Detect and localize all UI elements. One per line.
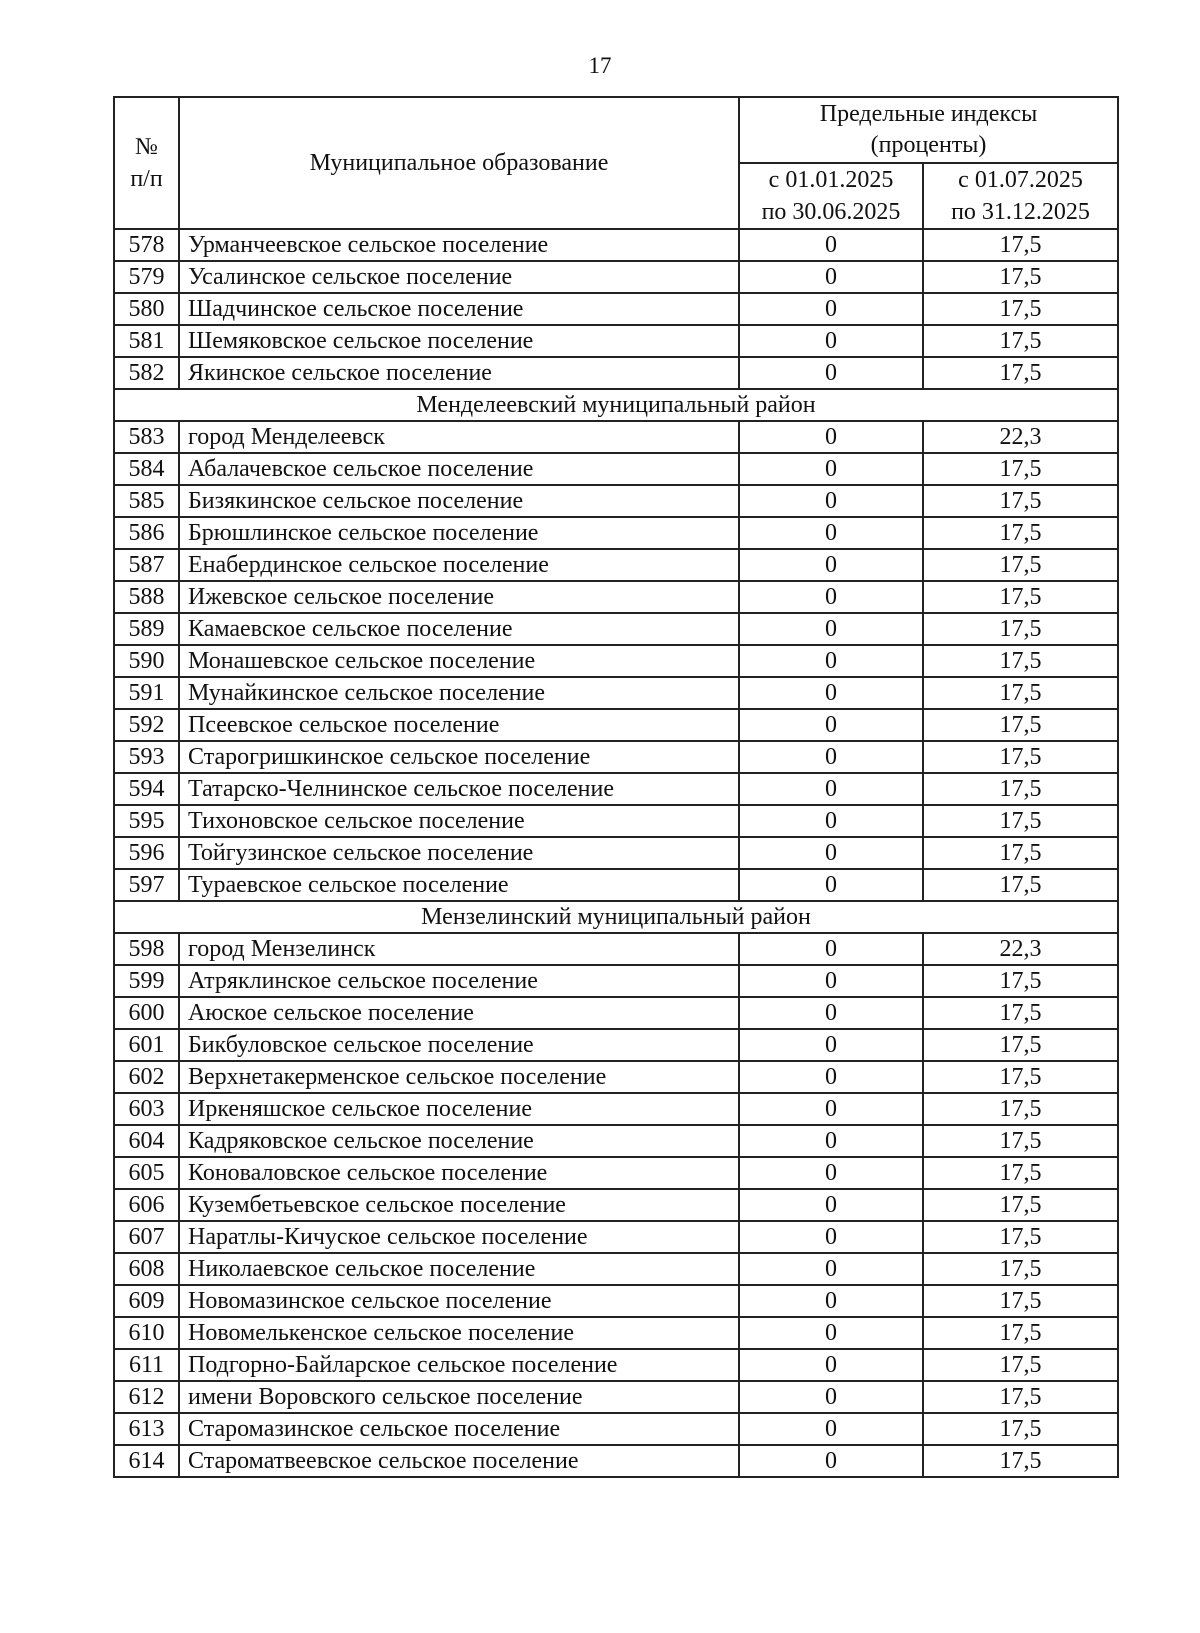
municipality-name: Якинское сельское поселение bbox=[179, 357, 739, 389]
index-period-2: 17,5 bbox=[923, 1381, 1118, 1413]
index-period-1: 0 bbox=[739, 677, 923, 709]
index-period-2: 17,5 bbox=[923, 613, 1118, 645]
table-row bbox=[114, 421, 1118, 453]
row-number: 584 bbox=[114, 453, 179, 485]
index-period-1: 0 bbox=[739, 549, 923, 581]
row-number: 581 bbox=[114, 325, 179, 357]
municipality-name: Новомелькенское сельское поселение bbox=[179, 1317, 739, 1349]
section-header-row bbox=[114, 389, 1118, 421]
index-period-1: 0 bbox=[739, 997, 923, 1029]
table-row bbox=[114, 1221, 1118, 1253]
index-period-2: 17,5 bbox=[923, 1413, 1118, 1445]
index-period-2: 17,5 bbox=[923, 741, 1118, 773]
index-period-2: 22,3 bbox=[923, 933, 1118, 965]
index-period-2: 17,5 bbox=[923, 1445, 1118, 1477]
section-header-row bbox=[114, 901, 1118, 933]
row-number: 613 bbox=[114, 1413, 179, 1445]
index-period-2: 17,5 bbox=[923, 1157, 1118, 1189]
municipality-name: Новомазинское сельское поселение bbox=[179, 1285, 739, 1317]
table-row bbox=[114, 1381, 1118, 1413]
index-period-1: 0 bbox=[739, 1253, 923, 1285]
row-number: 600 bbox=[114, 997, 179, 1029]
row-number: 596 bbox=[114, 837, 179, 869]
index-period-1: 0 bbox=[739, 1285, 923, 1317]
row-number: 606 bbox=[114, 1189, 179, 1221]
municipality-name: Иркеняшское сельское поселение bbox=[179, 1093, 739, 1125]
index-period-1: 0 bbox=[739, 1349, 923, 1381]
index-period-1: 0 bbox=[739, 933, 923, 965]
header-municipality-column bbox=[179, 97, 739, 229]
index-period-1: 0 bbox=[739, 1189, 923, 1221]
index-period-2: 17,5 bbox=[923, 1349, 1118, 1381]
table-row bbox=[114, 1093, 1118, 1125]
row-number: 608 bbox=[114, 1253, 179, 1285]
table-row bbox=[114, 517, 1118, 549]
table-row bbox=[114, 293, 1118, 325]
table-row bbox=[114, 581, 1118, 613]
table-row bbox=[114, 933, 1118, 965]
row-number: 599 bbox=[114, 965, 179, 997]
municipality-name: город Менделеевск bbox=[179, 421, 739, 453]
municipality-name: Усалинское сельское поселение bbox=[179, 261, 739, 293]
header-municipality-label: Муниципальное образование bbox=[309, 150, 609, 176]
header-period-2-label: с 01.07.2025 по 31.12.2025 bbox=[951, 167, 1090, 225]
row-number: 578 bbox=[114, 229, 179, 261]
municipality-name: Брюшлинское сельское поселение bbox=[179, 517, 739, 549]
municipality-name: Шадчинское сельское поселение bbox=[179, 293, 739, 325]
municipality-name: Бизякинское сельское поселение bbox=[179, 485, 739, 517]
index-period-2: 17,5 bbox=[923, 1061, 1118, 1093]
table-row bbox=[114, 613, 1118, 645]
index-period-1: 0 bbox=[739, 453, 923, 485]
index-period-2: 17,5 bbox=[923, 453, 1118, 485]
row-number: 583 bbox=[114, 421, 179, 453]
table-row bbox=[114, 837, 1118, 869]
section-title: Мензелинский муниципальный район bbox=[114, 901, 1118, 933]
index-period-2: 17,5 bbox=[923, 1253, 1118, 1285]
table-row bbox=[114, 1253, 1118, 1285]
row-number: 610 bbox=[114, 1317, 179, 1349]
header-period-1-label: с 01.01.2025 по 30.06.2025 bbox=[761, 167, 901, 225]
municipality-name: Ижевское сельское поселение bbox=[179, 581, 739, 613]
index-period-2: 17,5 bbox=[923, 965, 1118, 997]
index-period-2: 17,5 bbox=[923, 709, 1118, 741]
index-period-2: 17,5 bbox=[923, 773, 1118, 805]
municipality-name: Татарско-Челнинское сельское поселение bbox=[179, 773, 739, 805]
header-period-1 bbox=[739, 163, 923, 229]
row-number: 597 bbox=[114, 869, 179, 901]
municipality-name: Аюское сельское поселение bbox=[179, 997, 739, 1029]
index-period-1: 0 bbox=[739, 325, 923, 357]
row-number: 605 bbox=[114, 1157, 179, 1189]
row-number: 593 bbox=[114, 741, 179, 773]
index-period-2: 17,5 bbox=[923, 357, 1118, 389]
index-period-2: 17,5 bbox=[923, 1317, 1118, 1349]
index-period-1: 0 bbox=[739, 645, 923, 677]
table-row bbox=[114, 549, 1118, 581]
index-period-1: 0 bbox=[739, 613, 923, 645]
row-number: 594 bbox=[114, 773, 179, 805]
municipality-name: Тойгузинское сельское поселение bbox=[179, 837, 739, 869]
table-row bbox=[114, 997, 1118, 1029]
index-period-1: 0 bbox=[739, 1029, 923, 1061]
index-period-2: 17,5 bbox=[923, 581, 1118, 613]
table-row bbox=[114, 1445, 1118, 1477]
municipality-name: Кузембетьевское сельское поселение bbox=[179, 1189, 739, 1221]
index-period-2: 17,5 bbox=[923, 805, 1118, 837]
index-period-2: 17,5 bbox=[923, 1189, 1118, 1221]
municipality-name: Старомазинское сельское поселение bbox=[179, 1413, 739, 1445]
row-number: 598 bbox=[114, 933, 179, 965]
index-period-2: 17,5 bbox=[923, 677, 1118, 709]
municipality-name: Старогришкинское сельское поселение bbox=[179, 741, 739, 773]
header-limit-indices-label: Предельные индексы (проценты) bbox=[819, 101, 1038, 158]
index-period-2: 17,5 bbox=[923, 485, 1118, 517]
index-period-1: 0 bbox=[739, 1061, 923, 1093]
index-period-1: 0 bbox=[739, 805, 923, 837]
municipality-name: Николаевское сельское поселение bbox=[179, 1253, 739, 1285]
index-period-2: 17,5 bbox=[923, 837, 1118, 869]
header-limit-indices bbox=[739, 97, 1118, 163]
table-row bbox=[114, 229, 1118, 261]
table-row bbox=[114, 1285, 1118, 1317]
row-number: 587 bbox=[114, 549, 179, 581]
index-period-1: 0 bbox=[739, 581, 923, 613]
municipality-name: Енабердинское сельское поселение bbox=[179, 549, 739, 581]
row-number: 589 bbox=[114, 613, 179, 645]
index-period-1: 0 bbox=[739, 293, 923, 325]
row-number: 592 bbox=[114, 709, 179, 741]
index-period-2: 17,5 bbox=[923, 1285, 1118, 1317]
index-period-2: 17,5 bbox=[923, 869, 1118, 901]
index-period-2: 22,3 bbox=[923, 421, 1118, 453]
table-header bbox=[114, 97, 1118, 229]
municipality-name: Абалачевское сельское поселение bbox=[179, 453, 739, 485]
index-period-1: 0 bbox=[739, 965, 923, 997]
row-number: 586 bbox=[114, 517, 179, 549]
table-row bbox=[114, 965, 1118, 997]
municipality-name: Наратлы-Кичуское сельское поселение bbox=[179, 1221, 739, 1253]
row-number: 602 bbox=[114, 1061, 179, 1093]
index-period-1: 0 bbox=[739, 869, 923, 901]
table-row bbox=[114, 1157, 1118, 1189]
index-period-1: 0 bbox=[739, 1157, 923, 1189]
index-period-1: 0 bbox=[739, 837, 923, 869]
index-period-1: 0 bbox=[739, 709, 923, 741]
row-number: 614 bbox=[114, 1445, 179, 1477]
index-period-1: 0 bbox=[739, 1093, 923, 1125]
index-period-2: 17,5 bbox=[923, 1029, 1118, 1061]
municipality-name: Староматвеевское сельское поселение bbox=[179, 1445, 739, 1477]
table-row bbox=[114, 261, 1118, 293]
index-period-2: 17,5 bbox=[923, 229, 1118, 261]
index-period-2: 17,5 bbox=[923, 997, 1118, 1029]
municipality-name: Шемяковское сельское поселение bbox=[179, 325, 739, 357]
table-row bbox=[114, 709, 1118, 741]
index-period-2: 17,5 bbox=[923, 293, 1118, 325]
header-number-label: № п/п bbox=[130, 134, 163, 192]
table-row bbox=[114, 1061, 1118, 1093]
table-body bbox=[114, 229, 1118, 1477]
table-row bbox=[114, 805, 1118, 837]
index-period-1: 0 bbox=[739, 741, 923, 773]
row-number: 612 bbox=[114, 1381, 179, 1413]
table-row bbox=[114, 453, 1118, 485]
row-number: 604 bbox=[114, 1125, 179, 1157]
row-number: 601 bbox=[114, 1029, 179, 1061]
row-number: 607 bbox=[114, 1221, 179, 1253]
municipality-name: Мунайкинское сельское поселение bbox=[179, 677, 739, 709]
table-row bbox=[114, 357, 1118, 389]
page-number: 17 bbox=[588, 53, 612, 78]
index-period-1: 0 bbox=[739, 1381, 923, 1413]
municipality-name: Тураевское сельское поселение bbox=[179, 869, 739, 901]
municipality-name: Монашевское сельское поселение bbox=[179, 645, 739, 677]
municipality-name: Верхнетакерменское сельское поселение bbox=[179, 1061, 739, 1093]
row-number: 611 bbox=[114, 1349, 179, 1381]
municipality-name: Коноваловское сельское поселение bbox=[179, 1157, 739, 1189]
row-number: 582 bbox=[114, 357, 179, 389]
index-period-2: 17,5 bbox=[923, 261, 1118, 293]
index-period-2: 17,5 bbox=[923, 645, 1118, 677]
index-period-1: 0 bbox=[739, 1413, 923, 1445]
row-number: 580 bbox=[114, 293, 179, 325]
table-row bbox=[114, 677, 1118, 709]
table-row bbox=[114, 325, 1118, 357]
row-number: 585 bbox=[114, 485, 179, 517]
table-row bbox=[114, 485, 1118, 517]
municipality-name: Урманчеевское сельское поселение bbox=[179, 229, 739, 261]
index-period-2: 17,5 bbox=[923, 1125, 1118, 1157]
row-number: 609 bbox=[114, 1285, 179, 1317]
header-period-2 bbox=[923, 163, 1118, 229]
municipality-name: город Мензелинск bbox=[179, 933, 739, 965]
table-row bbox=[114, 741, 1118, 773]
index-period-2: 17,5 bbox=[923, 517, 1118, 549]
table-row bbox=[114, 1413, 1118, 1445]
index-period-1: 0 bbox=[739, 421, 923, 453]
index-period-1: 0 bbox=[739, 1445, 923, 1477]
index-period-1: 0 bbox=[739, 517, 923, 549]
index-period-1: 0 bbox=[739, 229, 923, 261]
table-row bbox=[114, 645, 1118, 677]
row-number: 590 bbox=[114, 645, 179, 677]
table-row bbox=[114, 1125, 1118, 1157]
row-number: 595 bbox=[114, 805, 179, 837]
index-period-2: 17,5 bbox=[923, 1093, 1118, 1125]
table-row bbox=[114, 1029, 1118, 1061]
index-period-1: 0 bbox=[739, 261, 923, 293]
section-title: Менделеевский муниципальный район bbox=[114, 389, 1118, 421]
header-number-column bbox=[114, 97, 179, 229]
index-period-2: 17,5 bbox=[923, 1221, 1118, 1253]
row-number: 588 bbox=[114, 581, 179, 613]
municipality-name: Псеевское сельское поселение bbox=[179, 709, 739, 741]
municipality-name: Камаевское сельское поселение bbox=[179, 613, 739, 645]
index-period-1: 0 bbox=[739, 1317, 923, 1349]
row-number: 591 bbox=[114, 677, 179, 709]
municipality-name: Подгорно-Байларское сельское поселение bbox=[179, 1349, 739, 1381]
table-row bbox=[114, 1349, 1118, 1381]
limit-indices-table bbox=[113, 96, 1119, 1478]
municipality-name: Атряклинское сельское поселение bbox=[179, 965, 739, 997]
row-number: 579 bbox=[114, 261, 179, 293]
row-number: 603 bbox=[114, 1093, 179, 1125]
table-row bbox=[114, 1189, 1118, 1221]
index-period-2: 17,5 bbox=[923, 549, 1118, 581]
table-row bbox=[114, 869, 1118, 901]
index-period-1: 0 bbox=[739, 485, 923, 517]
municipality-name: Тихоновское сельское поселение bbox=[179, 805, 739, 837]
index-period-1: 0 bbox=[739, 1221, 923, 1253]
index-period-1: 0 bbox=[739, 357, 923, 389]
index-period-2: 17,5 bbox=[923, 325, 1118, 357]
table-row bbox=[114, 773, 1118, 805]
index-period-1: 0 bbox=[739, 773, 923, 805]
municipality-name: Бикбуловское сельское поселение bbox=[179, 1029, 739, 1061]
table-row bbox=[114, 1317, 1118, 1349]
index-period-1: 0 bbox=[739, 1125, 923, 1157]
municipality-name: имени Воровского сельское поселение bbox=[179, 1381, 739, 1413]
municipality-name: Кадряковское сельское поселение bbox=[179, 1125, 739, 1157]
